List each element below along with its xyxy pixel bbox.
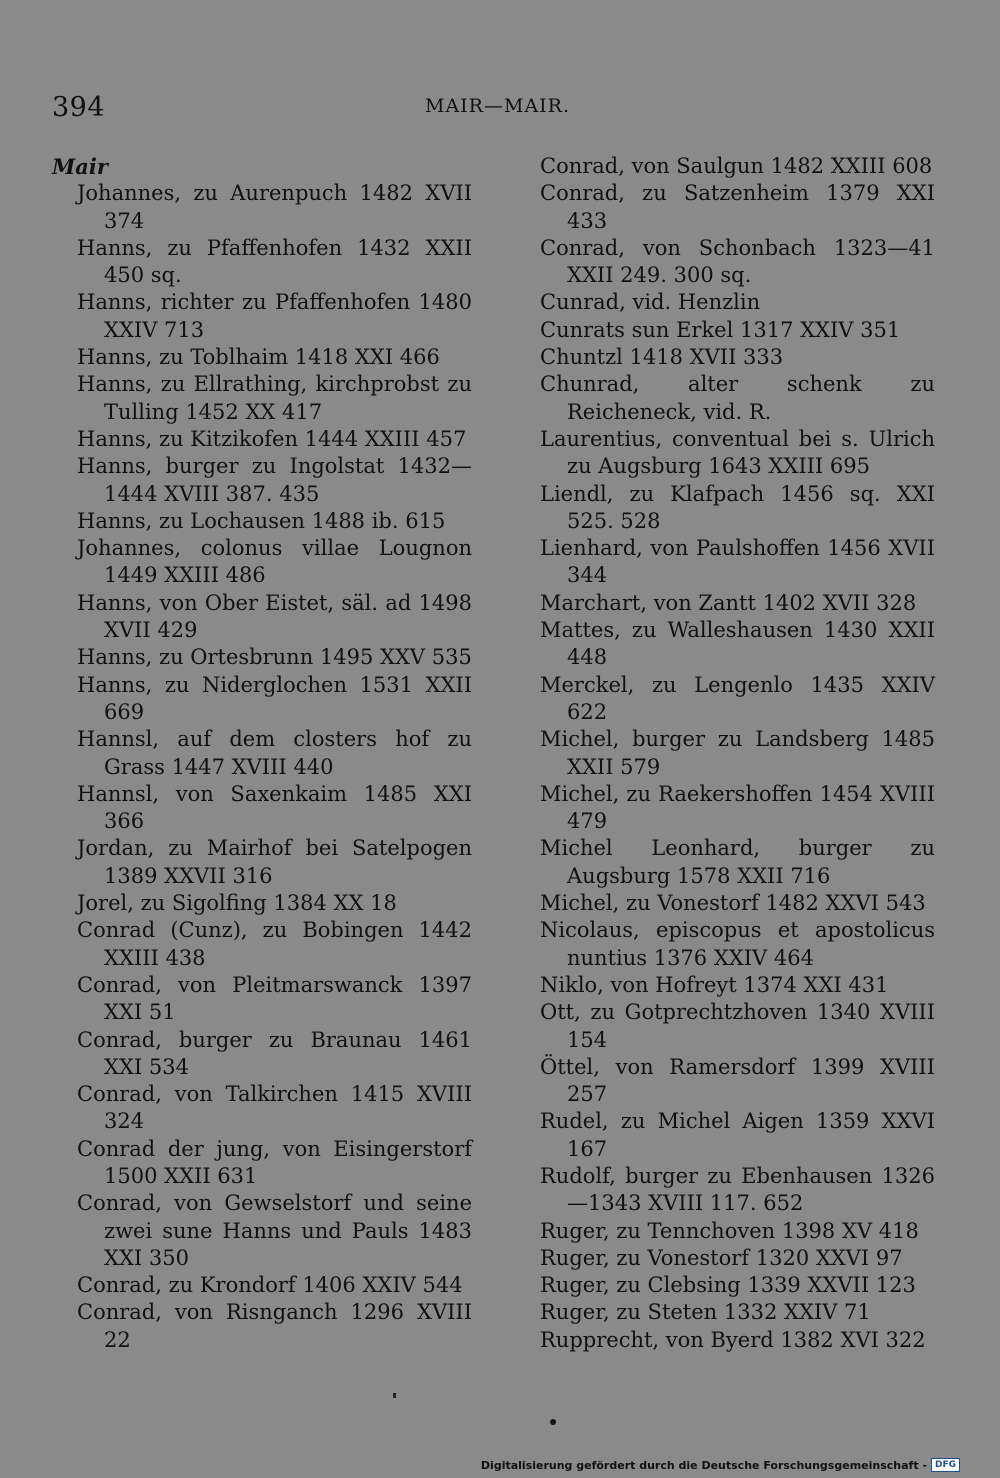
list-item: Conrad, zu Krondorf 1406 XXIV 544 xyxy=(77,1273,463,1298)
dfg-logo-icon: DFG xyxy=(931,1458,960,1472)
list-item: Ruger, zu Tennchoven 1398 XV 418 xyxy=(540,1218,919,1243)
stray-dot xyxy=(550,1419,556,1425)
list-item: Michel, zu Vonestorf 1482 XXVI 543 xyxy=(540,891,926,916)
list-item: Ott, zu Gotprechtzhoven 1340 XVIII 154 xyxy=(540,1000,935,1052)
list-item: Öttel, von Ramersdorf 1399 XVIII 257 xyxy=(540,1054,935,1107)
list-item: Rupprecht, von Byerd 1382 XVI 322 xyxy=(540,1327,926,1352)
running-head: MAIR—MAIR. xyxy=(425,95,571,117)
list-item: Nicolaus, episcopus et apostolicus nuntius 1376 XXIV 464 xyxy=(540,918,935,970)
list-item: Hanns, zu Niderglochen 1531 XXII 669 xyxy=(77,672,472,724)
page-number: 394 xyxy=(52,92,106,123)
list-item: Jorel, zu Sigolfing 1384 XX 18 xyxy=(77,891,397,916)
list-item: Conrad, burger zu Braunau 1461 XXI 534 xyxy=(77,1027,472,1079)
list-item: Ruger, zu Clebsing 1339 XXVII 123 xyxy=(540,1273,916,1298)
list-item: Conrad, von Saulgun 1482 XXIII 608 xyxy=(540,154,933,178)
list-item: Michel, burger zu Landsberg 1485 XXII 579 xyxy=(540,727,935,779)
list-item: Laurentius, conventual bei s. Ulrich zu Augsburg 1643 XXIII 695 xyxy=(540,426,935,479)
list-item: Hanns, zu Ellrathing, kirchprobst zu Tulling 1452 XX 417 xyxy=(77,372,472,424)
list-item: Johannes, colonus villae Lougnon 1449 XXIII 486 xyxy=(77,536,472,588)
list-item: Conrad der jung, von Eisingerstorf 1500 XXII 631 xyxy=(77,1136,472,1188)
list-item: Conrad, von Gewselstorf und seine zwei sune Hanns und Pauls 1483 XXI 350 xyxy=(77,1191,472,1270)
right-column xyxy=(540,153,935,1354)
list-item: Hanns, von Ober Eistet, säl. ad 1498 XVII 429 xyxy=(77,590,472,643)
left-column xyxy=(52,153,472,1354)
list-item: Conrad (Cunz), zu Bobingen 1442 XXIII 438 xyxy=(77,918,472,970)
list-item: Cunrats sun Erkel 1317 XXIV 351 xyxy=(540,317,901,342)
footer-credit-text: Digitalisierung gefördert durch die Deutsche Forschungsgemeinschaft - xyxy=(480,1458,927,1472)
list-item: Michel, zu Raekershoffen 1454 XVIII 479 xyxy=(540,781,935,834)
list-item: Michel Leonhard, burger zu Augsburg 1578 XXII 716 xyxy=(540,836,935,888)
list-item: Lienhard, von Paulshoffen 1456 XVII 344 xyxy=(540,536,935,588)
list-item: Hanns, zu Toblhaim 1418 XXI 466 xyxy=(77,345,440,370)
list-item: Conrad, von Schonbach 1323—41 XXII 249. 300 sq. xyxy=(540,235,935,288)
footer-credit xyxy=(481,1458,960,1472)
list-item: Conrad, zu Satzenheim 1379 XXI 433 xyxy=(540,181,935,233)
list-item: Conrad, von Talkirchen 1415 XVIII 324 xyxy=(77,1082,472,1134)
list-item: Hanns, zu Pfaffenhofen 1432 XXII 450 sq. xyxy=(77,235,472,288)
list-item: Ruger, zu Vonestorf 1320 XXVI 97 xyxy=(540,1245,903,1270)
list-item: Mattes, zu Walleshausen 1430 XXII 448 xyxy=(540,618,935,670)
list-item: Hanns, zu Ortesbrunn 1495 XXV 535 xyxy=(77,645,472,670)
list-item: Hanns, zu Kitzikofen 1444 XXIII 457 xyxy=(77,426,467,451)
list-item: Conrad, von Pleitmarswanck 1397 XXI 51 xyxy=(77,972,472,1025)
list-item: Rudolf, burger zu Ebenhausen 1326—1343 XVIII 117. 652 xyxy=(540,1163,935,1216)
stray-mark xyxy=(393,1393,396,1398)
list-item: Rudel, zu Michel Aigen 1359 XXVI 167 xyxy=(540,1109,935,1161)
list-item: Chunrad, alter schenk zu Reicheneck, vid. R. xyxy=(540,372,935,424)
list-item: Hannsl, von Saxenkaim 1485 XXI 366 xyxy=(77,781,472,834)
list-item: Hannsl, auf dem closters hof zu Grass 1447 XVIII 440 xyxy=(77,727,472,779)
list-item: Hanns, burger zu Ingolstat 1432—1444 XVIII 387. 435 xyxy=(77,454,472,506)
list-item: Hanns, zu Lochausen 1488 ib. 615 xyxy=(77,508,446,533)
list-item: Cunrad, vid. Henzlin xyxy=(540,290,761,315)
list-item: Jordan, zu Mairhof bei Satelpogen 1389 XXVII 316 xyxy=(77,836,472,888)
list-item: Marchart, von Zantt 1402 XVII 328 xyxy=(540,590,917,615)
list-item: Johannes, zu Aurenpuch 1482 XVII 374 xyxy=(77,181,472,233)
entry-heading: Mair xyxy=(52,154,108,179)
list-item: Niklo, von Hofreyt 1374 XXI 431 xyxy=(540,972,889,997)
list-item: Chuntzl 1418 XVII 333 xyxy=(540,345,784,370)
list-item: Conrad, von Risnganch 1296 XVIII 22 xyxy=(77,1300,472,1352)
list-item: Liendl, zu Klafpach 1456 sq. XXI 525. 528 xyxy=(540,481,935,533)
list-item: Ruger, zu Steten 1332 XXIV 71 xyxy=(540,1300,871,1325)
list-item: Merckel, zu Lengenlo 1435 XXIV 622 xyxy=(540,672,935,724)
list-item: Hanns, richter zu Pfaffenhofen 1480 XXIV 713 xyxy=(77,290,472,342)
